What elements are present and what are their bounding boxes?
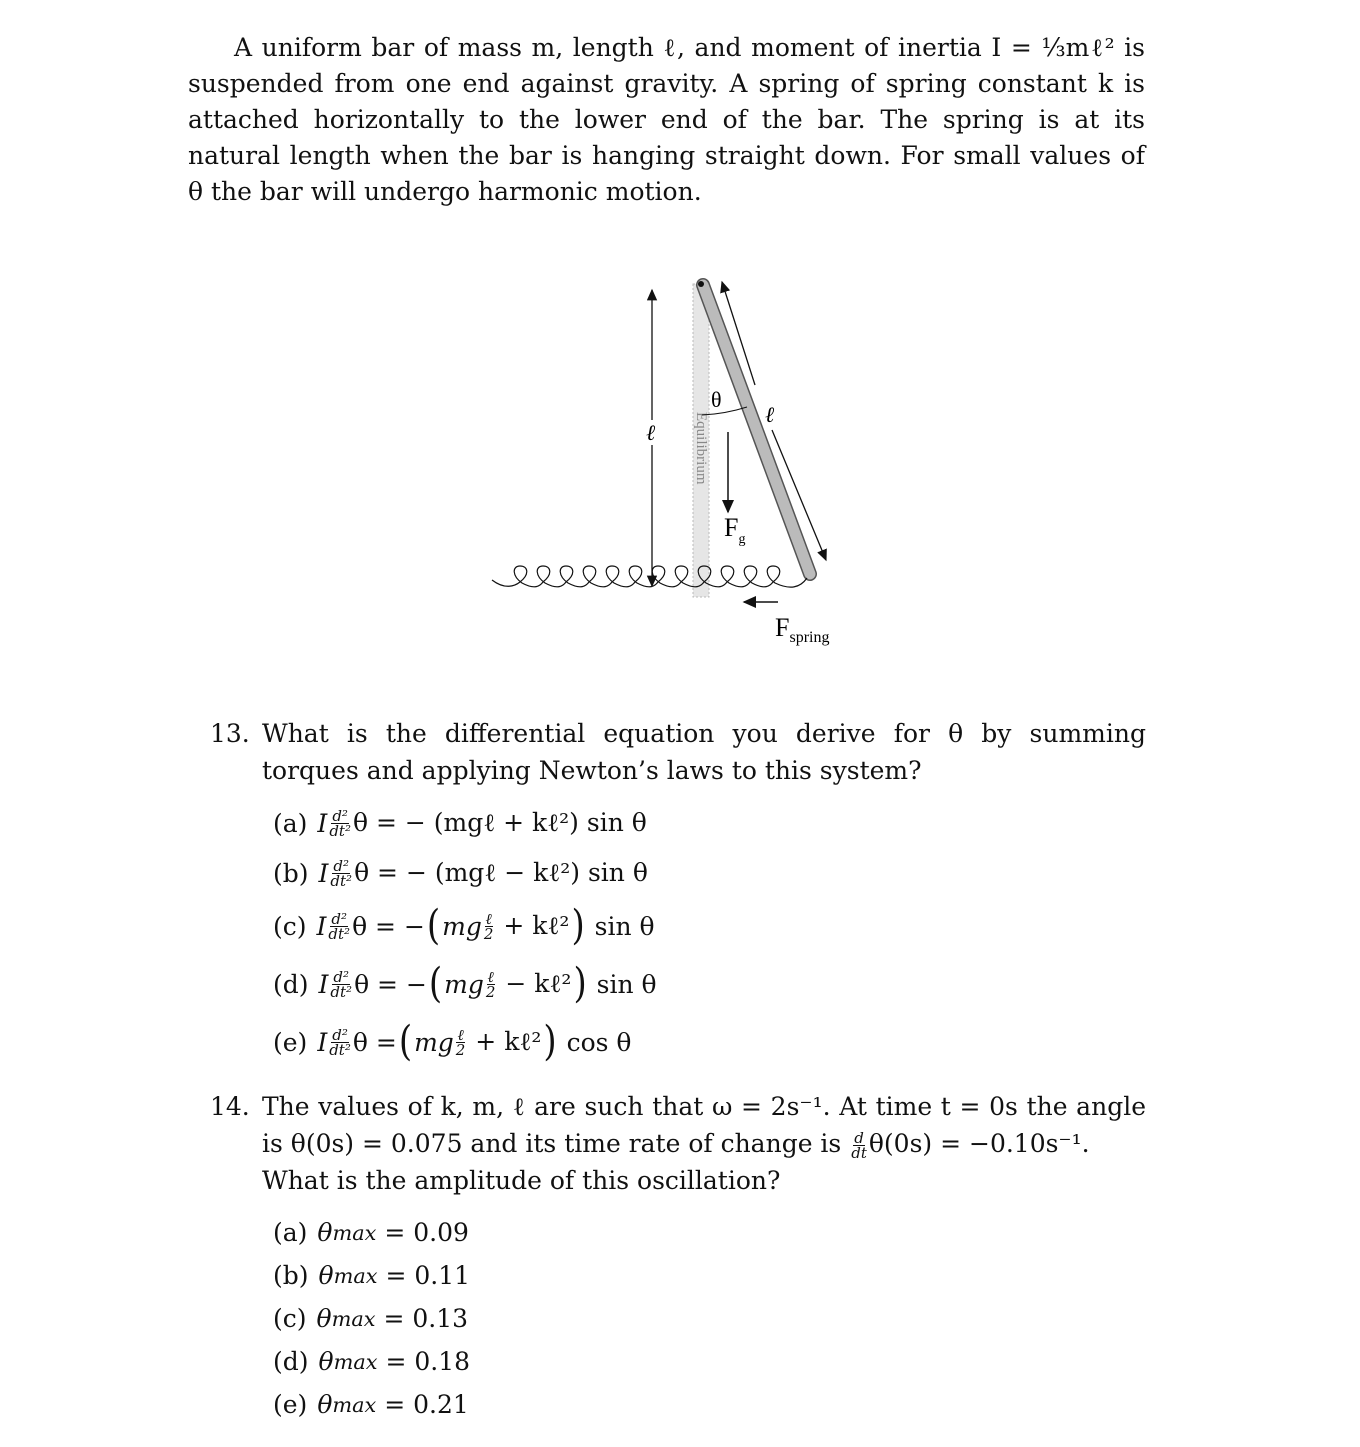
value: = 0.09 bbox=[384, 1218, 469, 1247]
theta: θ bbox=[317, 1390, 333, 1419]
half-length: $\frac{\text{ℓ}}{2}$ bbox=[455, 1025, 466, 1059]
length-label-right: ℓ bbox=[765, 402, 775, 427]
q13-option-c[interactable] bbox=[273, 902, 655, 950]
q14-option-e[interactable] bbox=[273, 1390, 469, 1419]
theta: θ bbox=[316, 1304, 332, 1333]
lhs: I bbox=[316, 911, 327, 941]
time-derivative: $\frac{d}{dt}$ bbox=[851, 1129, 867, 1162]
q13-option-a[interactable] bbox=[273, 808, 647, 838]
subscript: max bbox=[332, 1220, 377, 1245]
second-derivative: $\frac{\text{d²}}{\text{dt²}}$ bbox=[329, 1025, 351, 1059]
q14-option-a[interactable] bbox=[273, 1218, 469, 1247]
fspring-label: F bbox=[775, 613, 790, 642]
half-length: $\frac{\text{ℓ}}{2}$ bbox=[483, 909, 494, 943]
rhs-mid: mg bbox=[442, 911, 482, 941]
rhs: θ = − (mgℓ + kℓ²) sin θ bbox=[352, 808, 647, 837]
option-label: (c) bbox=[273, 1304, 307, 1333]
value: = 0.18 bbox=[385, 1347, 471, 1376]
equilibrium-label: Equilibrium bbox=[693, 412, 709, 485]
value: = 0.11 bbox=[385, 1261, 471, 1290]
option-label: (a) bbox=[273, 808, 308, 838]
length-label-left: ℓ bbox=[646, 420, 656, 445]
q14-option-c[interactable] bbox=[273, 1304, 468, 1333]
subscript: max bbox=[332, 1392, 377, 1417]
rhs-pre: θ = bbox=[352, 1027, 397, 1057]
rhs: θ = − (mgℓ − kℓ²) sin θ bbox=[354, 858, 648, 887]
rhs-mid: mg bbox=[414, 1027, 454, 1057]
paren-close: ) bbox=[571, 902, 585, 950]
q13-option-d[interactable] bbox=[273, 960, 657, 1008]
q13-option-e[interactable] bbox=[273, 1018, 632, 1066]
intro-paragraph: A uniform bar of mass m, length ℓ, and moment of inertia I = ⅓mℓ² is suspended from one end against gravity. A spring of spring constant k is attached horizontally to the lower end of the bar. The spring is at its natural length when the bar is hanging straight down. For small values of θ the bar will undergo harmonic motion. bbox=[188, 33, 1145, 206]
question-14-text bbox=[262, 1088, 1146, 1199]
rhs-tail: sin θ bbox=[596, 969, 657, 999]
option-label: (c) bbox=[273, 911, 307, 941]
subscript: max bbox=[331, 1306, 376, 1331]
paren-open: ( bbox=[426, 902, 441, 950]
question-14-number: 14. bbox=[210, 1092, 250, 1121]
option-label: (b) bbox=[273, 858, 309, 888]
spring bbox=[492, 566, 807, 587]
second-derivative: $\frac{\text{d²}}{\text{dt²}}$ bbox=[328, 909, 351, 943]
fg-sub: g bbox=[738, 532, 746, 547]
second-derivative: $\frac{\text{d²}}{\text{dt²}}$ bbox=[330, 967, 353, 1001]
rhs-tail: sin θ bbox=[594, 911, 655, 941]
q14-option-d[interactable] bbox=[273, 1347, 470, 1376]
option-label: (a) bbox=[273, 1218, 308, 1247]
paren-close: ) bbox=[573, 960, 587, 1008]
q14-line3: What is the amplitude of this oscillation? bbox=[262, 1166, 781, 1195]
rhs-pre: θ = − bbox=[352, 911, 425, 941]
rhs-pre: θ = − bbox=[354, 969, 427, 999]
half-length: $\frac{\text{ℓ}}{2}$ bbox=[485, 967, 496, 1001]
option-label: (b) bbox=[273, 1261, 309, 1290]
rhs-post: − kℓ² bbox=[505, 969, 572, 998]
value: = 0.21 bbox=[384, 1390, 469, 1419]
rhs-post: + kℓ² bbox=[503, 911, 570, 940]
lhs: I bbox=[317, 1027, 328, 1057]
fg-label: F bbox=[724, 513, 739, 542]
pendulum-figure bbox=[480, 270, 860, 660]
option-label: (e) bbox=[273, 1027, 308, 1057]
second-derivative: $\frac{\text{d²}}{\text{dt²}}$ bbox=[329, 806, 351, 840]
option-label: (d) bbox=[273, 1347, 309, 1376]
option-label: (d) bbox=[273, 969, 309, 999]
theta-label: θ bbox=[711, 387, 722, 412]
pivot bbox=[698, 281, 704, 287]
question-13-number: 13. bbox=[210, 719, 250, 748]
option-label: (e) bbox=[273, 1390, 308, 1419]
paren-open: ( bbox=[398, 1018, 413, 1066]
svg-text:Fspring bbox=[775, 613, 829, 646]
subscript: max bbox=[333, 1349, 378, 1374]
value: = 0.13 bbox=[383, 1304, 469, 1333]
svg-text:Fg bbox=[724, 513, 745, 547]
rhs-tail: cos θ bbox=[566, 1027, 632, 1057]
rhs-mid: mg bbox=[444, 969, 484, 999]
lhs: I bbox=[317, 808, 328, 838]
q13-option-b[interactable] bbox=[273, 858, 648, 888]
q14-option-b[interactable] bbox=[273, 1261, 470, 1290]
theta: θ bbox=[318, 1347, 334, 1376]
q14-line1: The values of k, m, ℓ are such that ω = 2s⁻¹. At time t = 0s the angle is θ(0s) = 0.075 and its time rate of change is bbox=[262, 1092, 1146, 1158]
lhs: I bbox=[318, 969, 329, 999]
question-13-text: What is the differential equation you derive for θ by summing torques and applying Newton’s laws to this system? bbox=[262, 719, 1146, 785]
second-derivative: $\frac{\text{d²}}{\text{dt²}}$ bbox=[330, 856, 353, 890]
q14-line2: θ(0s) = −0.10s⁻¹. bbox=[868, 1129, 1090, 1158]
paren-close: ) bbox=[543, 1018, 557, 1066]
paren-open: ( bbox=[428, 960, 443, 1008]
subscript: max bbox=[333, 1263, 378, 1288]
theta: θ bbox=[318, 1261, 334, 1290]
fspring-sub: spring bbox=[789, 629, 830, 646]
theta: θ bbox=[317, 1218, 333, 1247]
rhs-post: + kℓ² bbox=[475, 1027, 542, 1056]
lhs: I bbox=[318, 858, 329, 888]
